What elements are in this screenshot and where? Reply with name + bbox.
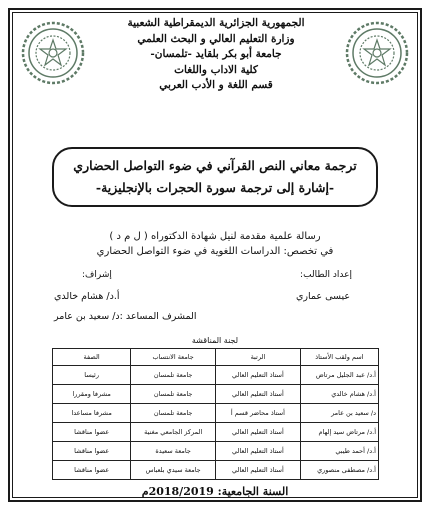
preparer-label: إعداد الطالب: [300,270,352,280]
member-university: المركز الجامعي مغنية [131,423,216,442]
degree-line: رسالة علمية مقدمة لنيل شهادة الدكتوراه ( ل م د ) [109,231,321,242]
university-seal-left-icon [20,20,86,86]
table-row [53,442,379,461]
thesis-title: ترجمة معاني النص القرآني في ضوء التواصل الحضاري [73,158,357,173]
table-header-row [53,349,379,366]
member-university: جامعة تلمسان [131,366,216,385]
thesis-subtitle: -إشارة إلى ترجمة سورة الحجرات بالإنجليزية- [95,180,335,195]
member-role: رئيسا [53,366,131,385]
member-role: مشرفا ومقررا [53,385,131,404]
member-role: عضوا مناقشا [53,461,131,480]
member-rank: أستاذ التعليم العالي [216,461,301,480]
member-university: جامعة سيدي بلعباس [131,461,216,480]
header-department: قسم اللغة و الأدب العربي [159,79,273,91]
member-rank: أستاذ التعليم العالي [216,385,301,404]
member-rank: أستاذ التعليم العالي [216,442,301,461]
table-row [53,404,379,423]
column-header-name: اسم ولقب الأستاذ [300,349,378,366]
member-name: أ.د/ عبد الجليل مرتاض [300,366,378,385]
committee-label: لجنة المناقشة [191,336,239,345]
header-ministry: وزارة التعليم العالي و البحث العلمي [137,32,295,45]
header-university: جامعة أبو بكر بلقايد -تلمسان- [150,48,282,60]
member-university: جامعة سعيدة [131,442,216,461]
member-university: جامعة تلمسان [131,404,216,423]
co-supervisor: المشرف المساعد :د/ سعيد بن عامر [54,311,197,322]
institution-header [96,16,336,94]
degree-statement [40,229,390,259]
preparer-name: عيسى عماري [295,291,350,302]
header-faculty: كلية الاداب واللغات [174,63,258,76]
specialty-line: في تخصص: الدراسات اللغوية في ضوء التواصل الحضاري [96,246,334,257]
header-republic: الجمهورية الجزائرية الديمقراطية الشعبية [127,17,305,29]
committee-table [52,348,379,480]
member-name: أ.د/ هشام خالدي [300,385,378,404]
table-row [53,385,379,404]
member-role: عضوا مناقشا [53,423,131,442]
member-university: جامعة تلمسان [131,385,216,404]
member-rank: أستاذ محاضر قسم أ [216,404,301,423]
university-seal-right-icon [344,20,410,86]
thesis-title-box [52,147,378,207]
member-rank: أستاذ التعليم العالي [216,423,301,442]
column-header-university: جامعة الانتساب [131,349,216,366]
column-header-rank: الرتبة [216,349,301,366]
member-name: أ.د/ مرتاض سيد إلهام [300,423,378,442]
supervisor-name: أ.د/ هشام خالدي [54,291,120,302]
column-header-role: الصفة [53,349,131,366]
member-name: أ.د/ مصطفى منصوري [300,461,378,480]
table-row [53,461,379,480]
member-role: عضوا مناقشا [53,442,131,461]
member-name: د/ سعيد بن عامر [300,404,378,423]
academic-year: السنة الجامعية: 2018/2019م [141,485,289,498]
member-name: أ.د/ أحمد طيبي [300,442,378,461]
member-role: مشرفا مساعدا [53,404,131,423]
supervisor-label: إشراف: [82,270,112,280]
member-rank: أستاذ التعليم العالي [216,366,301,385]
table-row [53,423,379,442]
table-row [53,366,379,385]
